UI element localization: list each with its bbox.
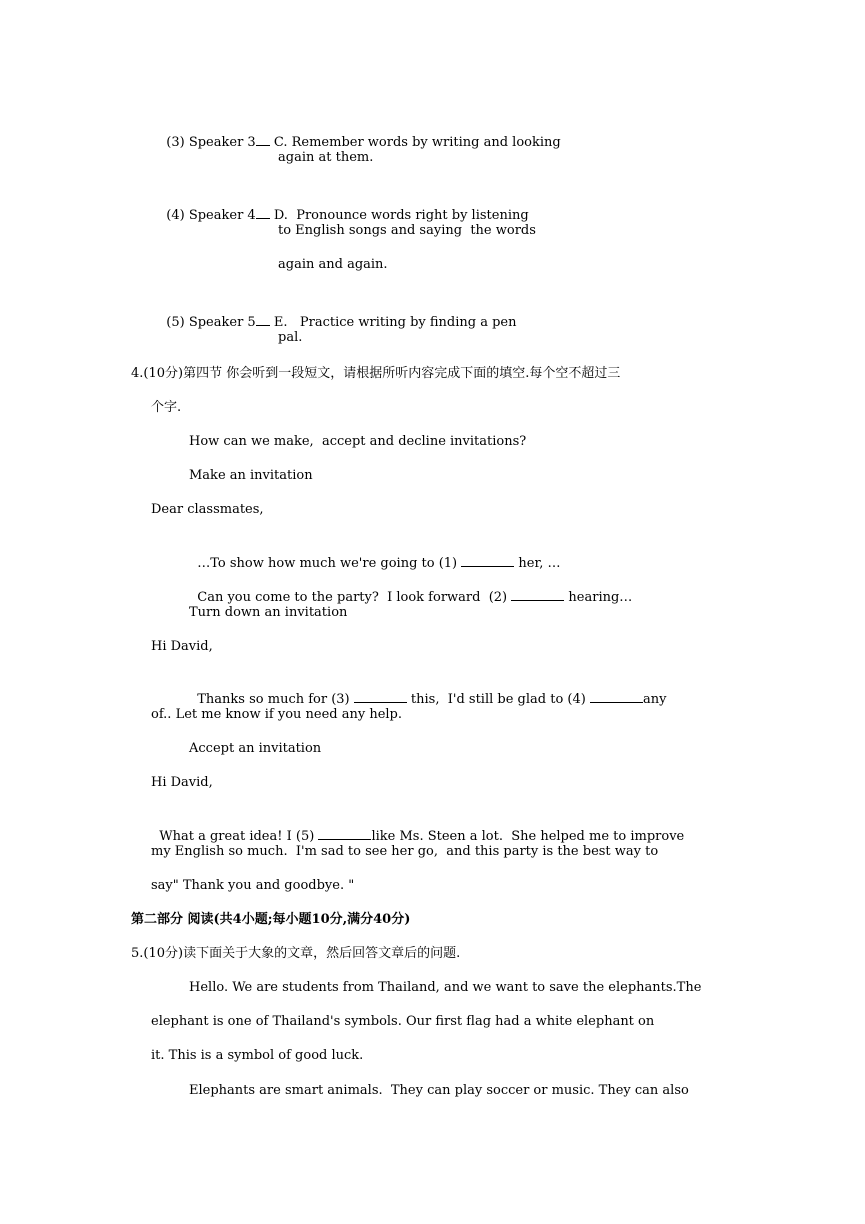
greeting: Hi David,: [151, 775, 213, 790]
match-option-text-cont: again at them.: [278, 150, 374, 165]
match-speaker: Speaker 5: [188, 315, 256, 330]
fill-text: What a great idea! I (5): [159, 829, 315, 844]
answer-blank[interactable]: [256, 206, 270, 219]
part-2-title: 第二部分 阅读(共4小题;每小题10分,满分40分): [131, 912, 411, 927]
section-label: Accept an invitation: [189, 741, 322, 756]
question-4-prompt: How can we make, accept and decline invitations?: [189, 434, 527, 449]
match-letter: E.: [273, 315, 288, 330]
match-option-text-cont: pal.: [278, 330, 303, 345]
passage-line: Elephants are smart animals. They can play soccer or music. They can also: [189, 1083, 689, 1098]
fill-text: hearing…: [568, 590, 633, 605]
fill-text: Can you come to the party? I look forward (2): [197, 590, 508, 605]
fill-text: this, I'd still be glad to (4): [410, 692, 586, 707]
match-option-text-cont: again and again.: [278, 257, 388, 272]
fill-line-1: [189, 536, 561, 573]
answer-blank-2[interactable]: [511, 588, 564, 601]
match-speaker: Speaker 3: [188, 135, 256, 150]
answer-blank-5[interactable]: [318, 827, 371, 840]
fill-text: her, …: [518, 556, 561, 571]
body-line: say" Thank you and goodbye. ": [151, 878, 355, 893]
match-option-text: Practice writing by finding a pen: [299, 315, 517, 330]
match-option-text-cont: to English songs and saying the words: [278, 223, 536, 238]
match-number: (3): [166, 135, 185, 150]
match-option-text: Remember words by writing and looking: [291, 135, 561, 150]
greeting: Hi David,: [151, 639, 213, 654]
answer-blank-3[interactable]: [354, 690, 407, 703]
match-number: (4): [166, 208, 185, 223]
match-letter: D.: [273, 208, 288, 223]
match-letter: C.: [273, 135, 288, 150]
answer-blank[interactable]: [256, 313, 270, 326]
match-row-4: [158, 188, 529, 225]
match-option-text: Pronounce words right by listening: [296, 208, 529, 223]
answer-blank-1[interactable]: [461, 554, 514, 567]
question-5-header: 5.(10分)读下面关于大象的文章，然后回答文章后的问题.: [131, 946, 461, 961]
match-speaker: Speaker 4: [188, 208, 256, 223]
body-line: my English so much. I'm sad to see her go, and this party is the best way to: [151, 844, 659, 859]
section-label: Turn down an invitation: [189, 605, 348, 620]
fill-line-2: [189, 570, 632, 607]
fill-text: any: [642, 692, 667, 707]
greeting: Dear classmates,: [151, 502, 264, 517]
fill-text: Thanks so much for (3): [197, 692, 350, 707]
match-row-5: [158, 295, 516, 332]
section-label: Make an invitation: [189, 468, 313, 483]
fill-line-3: [189, 672, 666, 709]
passage-line: it. This is a symbol of good luck.: [151, 1048, 364, 1063]
body-line: of.. Let me know if you need any help.: [151, 707, 403, 722]
fill-line-5: [151, 809, 684, 846]
question-4-header-cont: 个字.: [151, 400, 182, 415]
fill-text: …To show how much we're going to (1): [197, 556, 458, 571]
question-4-header: 4.(10分)第四节 你会听到一段短文，请根据所听内容完成下面的填空.每个空不超过三: [131, 366, 621, 381]
match-row-3: [158, 115, 561, 152]
fill-text: like Ms. Steen a lot. She helped me to improve: [371, 829, 685, 844]
answer-blank-4[interactable]: [590, 690, 643, 703]
passage-line: elephant is one of Thailand's symbols. Our first flag had a white elephant on: [151, 1014, 655, 1029]
match-number: (5): [166, 315, 185, 330]
passage-line: Hello. We are students from Thailand, and we want to save the elephants.The: [189, 980, 702, 995]
answer-blank[interactable]: [256, 133, 270, 146]
